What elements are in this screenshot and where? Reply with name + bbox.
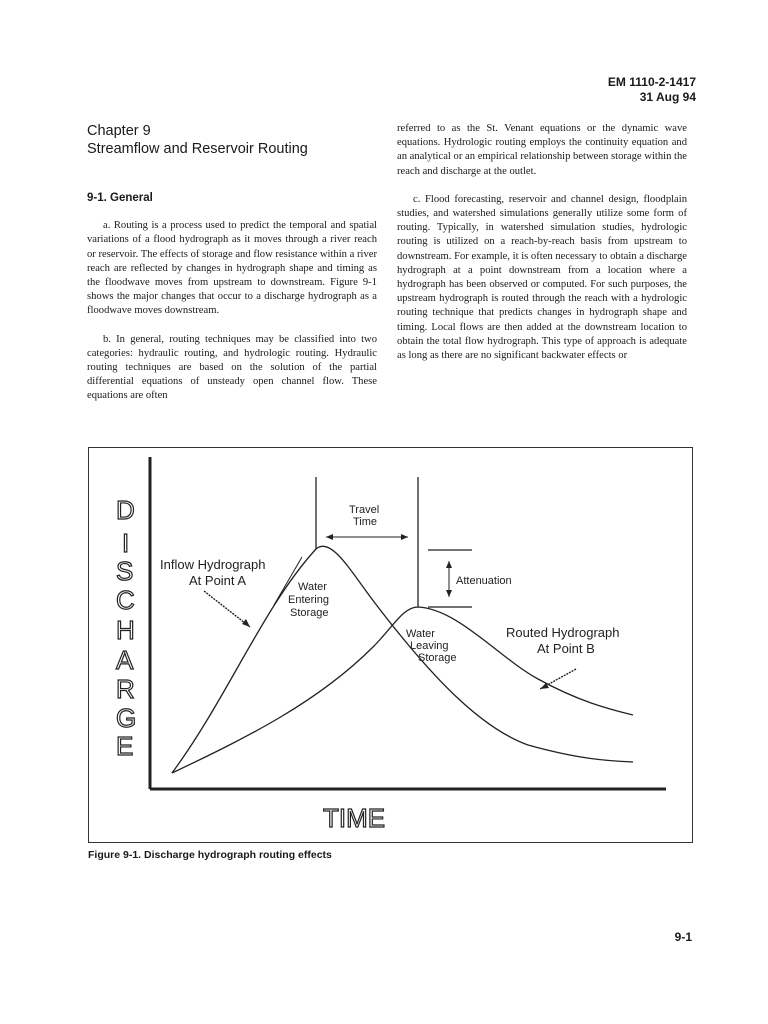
label-inflow-2: At Point A [189, 573, 247, 588]
y-letter-g: G [116, 703, 137, 733]
right-column [397, 122, 687, 377]
paragraph-a: a. Routing is a process used to predict the temporal and spatial variations of a flood hydrograph as it moves through a river reach or reservoir. The effects of storage and flow resistance within a river reach are reflected by changes in hydrograph shape and timing as the floodwave moves from upstream to downstream. Figure 9-1 shows the major changes that occur to a discharge hydrograph as a floodwave moves downstream. [87, 220, 377, 317]
label-water-entering-1: Water [298, 581, 327, 593]
label-routed-2: At Point B [537, 641, 595, 656]
label-time: Time [353, 516, 378, 528]
label-water-leaving-1: Water [406, 628, 435, 640]
page-number: 9-1 [674, 930, 692, 944]
y-letter-e: E [116, 731, 134, 761]
y-letter-s: S [116, 556, 134, 586]
label-inflow-1: Inflow Hydrograph [160, 557, 266, 572]
x-axis-label: TIME [323, 803, 386, 833]
label-routed-1: Routed Hydrograph [506, 625, 620, 640]
chapter-heading [87, 122, 377, 158]
label-water-leaving-2: Leaving [410, 640, 449, 652]
figure-border [89, 448, 693, 843]
chapter-title: Streamflow and Reservoir Routing [87, 141, 308, 157]
label-water-entering-2: Entering [288, 594, 329, 606]
doc-date: 31 Aug 94 [639, 90, 696, 104]
y-letter-i: I [122, 528, 130, 558]
y-letter-d: D [116, 495, 135, 525]
figure-9-1 [88, 447, 693, 843]
y-letter-r: R [116, 674, 135, 704]
label-water-leaving-3: Storage [418, 652, 457, 664]
inflow-pointer [204, 591, 250, 627]
figure-caption: Figure 9-1. Discharge hydrograph routing effects [88, 849, 332, 861]
y-letter-h: H [116, 615, 135, 645]
paragraph-c: c. Flood forecasting, reservoir and channel design, floodplain studies, and watershed simulations generally utilize some form of routing. Typically, in watershed simulation studies, hydrologic routing is utilized on a reach-by-reach basis from upstream to downstream. For example, it is often necessary to obtain a discharge hydrograph at a point downstream from a location where a hydrograph has been observed or computed. For such purposes, the upstream hydrograph is routed through the reach with a hydrologic routing technique that predicts changes in hydrograph shape and timing. Local flows are then added at the downstream location to obtain the total flow hydrograph. This type of approach is adequate as long as there are no significant backwater effects or [397, 193, 687, 362]
label-attenuation: Attenuation [456, 575, 512, 587]
y-letter-c: C [116, 585, 135, 615]
section-heading: 9-1. General [87, 192, 153, 204]
y-letter-a: A [116, 645, 134, 675]
paragraph-b-continued: referred to as the St. Venant equations or the dynamic wave equations. Hydrologic routing employs the continuity equation and an analytical or an empirical relationship between storage within the reach and discharge at the outlet. [397, 123, 687, 177]
chapter-number: Chapter 9 [87, 123, 151, 139]
doc-number: EM 1110-2-1417 [607, 75, 696, 89]
y-axis-letters [116, 495, 136, 761]
left-column [87, 122, 377, 418]
label-travel: Travel [349, 504, 380, 516]
label-water-entering-3: Storage [290, 607, 329, 619]
page-header [608, 75, 696, 105]
paragraph-b: b. In general, routing techniques may be classified into two categories: hydraulic routing, and hydrologic routing. Hydraulic routing techniques are based on the solution of the partial differential equations of unsteady open channel flow. These equations are often [87, 333, 377, 402]
